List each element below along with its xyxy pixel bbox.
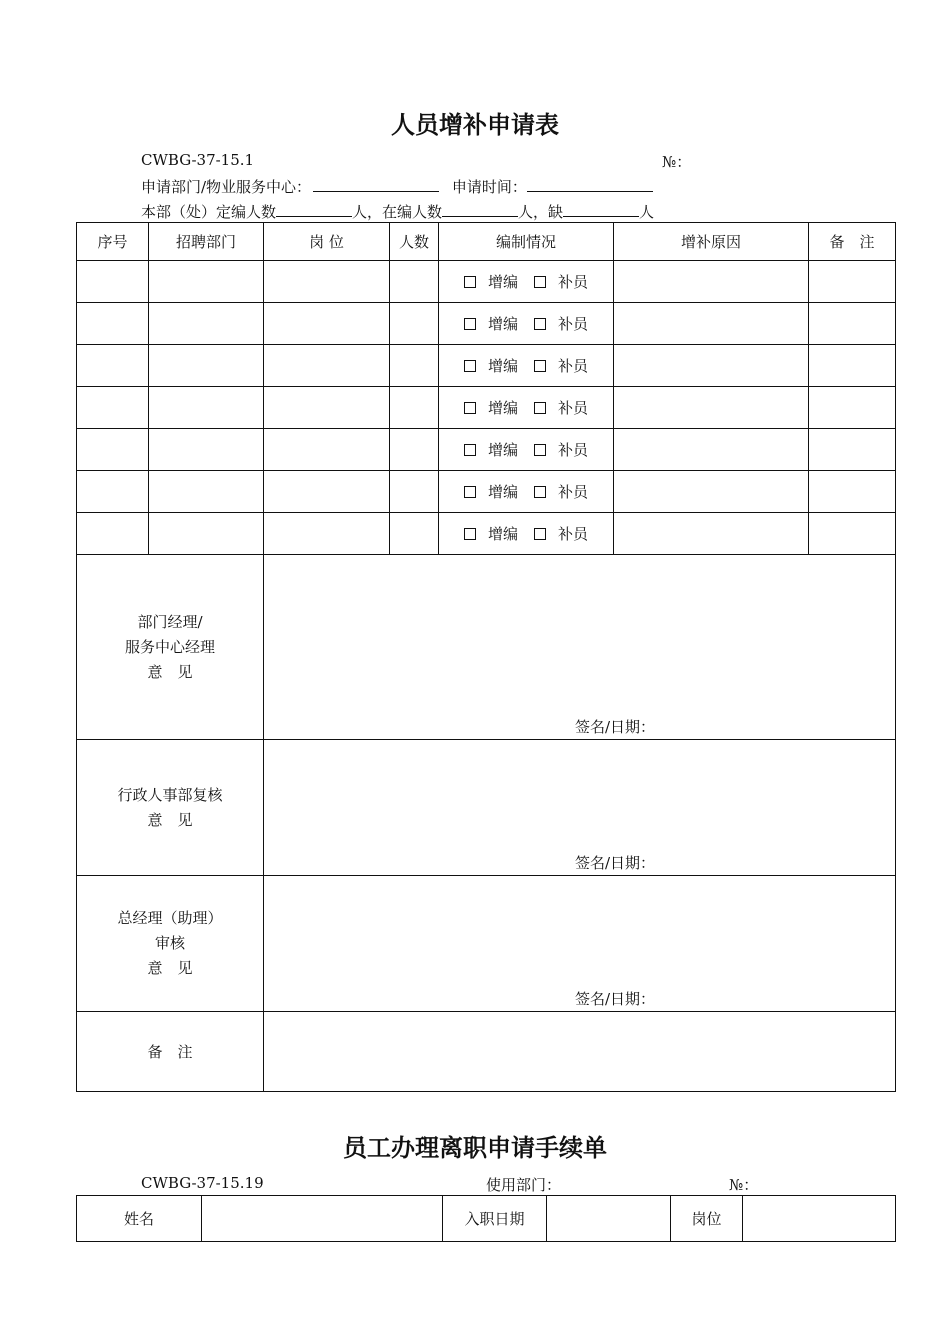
option-replace[interactable] [534,481,588,502]
option-add-label: 增编 [487,273,518,291]
checkbox-replace[interactable] [534,318,546,330]
option-replace-label: 补员 [558,441,589,459]
form1-title: 人员增补申请表 [391,111,559,139]
cell-staffing [439,387,614,429]
form1-dept-line [141,176,653,197]
quota-unit-2: 人，缺 [518,203,564,221]
approval-label-hr [77,740,264,876]
option-add-label: 增编 [487,357,518,375]
name-field[interactable] [202,1196,443,1242]
cell-remark[interactable] [809,345,896,387]
cell-count[interactable] [390,345,439,387]
form2-code: CWBG-37-15.19 [141,1174,264,1192]
col-header-remark: 备 注 [809,223,896,261]
request-row [77,471,896,513]
checkbox-add[interactable] [464,444,476,456]
checkbox-replace[interactable] [534,486,546,498]
approval-label-line: 服务中心经理 [124,637,215,656]
time-blank[interactable] [527,177,653,192]
quota-unit-1: 人，在编人数 [352,203,443,221]
col-header-staffing: 编制情况 [439,223,614,261]
cell-index[interactable] [77,513,149,555]
cell-index[interactable] [77,471,149,513]
position-field[interactable] [743,1196,896,1242]
quota-blank-2[interactable] [442,202,518,217]
cell-reason[interactable] [614,429,809,471]
cell-remark[interactable] [809,303,896,345]
option-add[interactable] [464,271,518,292]
form2-title: 员工办理离职申请手续单 [343,1134,607,1162]
form1-no-label: №： [662,153,692,171]
cell-staffing [439,261,614,303]
form2-table [76,1195,896,1242]
cell-staffing [439,429,614,471]
cell-position[interactable] [264,261,390,303]
option-replace[interactable] [534,439,588,460]
hire-date-label: 入职日期 [443,1196,547,1242]
cell-dept[interactable] [149,513,264,555]
cell-dept[interactable] [149,303,264,345]
cell-index[interactable] [77,429,149,471]
col-header-reason: 增补原因 [614,223,809,261]
option-replace[interactable] [534,523,588,544]
cell-position[interactable] [264,387,390,429]
form2-info-row [77,1196,896,1242]
approval-label-gm [77,876,264,1012]
checkbox-replace[interactable] [534,402,546,414]
cell-dept[interactable] [149,261,264,303]
cell-dept[interactable] [149,471,264,513]
approval-label-line: 意 见 [147,959,193,977]
approval-opinion-dept-manager[interactable] [264,555,896,740]
option-add[interactable] [464,397,518,418]
approval-row-dept-manager [77,555,896,740]
approval-row-gm [77,876,896,1012]
cell-position[interactable] [264,513,390,555]
cell-dept[interactable] [149,345,264,387]
option-add-label: 增编 [487,315,518,333]
cell-remark[interactable] [809,261,896,303]
quota-blank-1[interactable] [276,202,352,217]
option-replace-label: 补员 [558,399,589,417]
cell-staffing [439,513,614,555]
remark-row [77,1012,896,1092]
option-add[interactable] [464,481,518,502]
option-add-label: 增编 [487,399,518,417]
cell-staffing [439,303,614,345]
signature-date-label: 签名/日期： [575,990,656,1008]
checkbox-replace[interactable] [534,528,546,540]
col-header-position: 岗 位 [264,223,390,261]
approval-opinion-gm[interactable] [264,876,896,1012]
option-replace-label: 补员 [558,315,589,333]
request-row [77,387,896,429]
cell-count[interactable] [390,471,439,513]
option-add[interactable] [464,439,518,460]
checkbox-add[interactable] [464,360,476,372]
col-header-index: 序号 [77,223,149,261]
option-add[interactable] [464,313,518,334]
hire-date-field[interactable] [547,1196,671,1242]
cell-count[interactable] [390,387,439,429]
cell-index[interactable] [77,303,149,345]
option-add[interactable] [464,355,518,376]
option-replace-label: 补员 [558,483,589,501]
option-replace-label: 补员 [558,357,589,375]
form1-table [76,222,896,1092]
quota-blank-3[interactable] [563,202,639,217]
cell-reason[interactable] [614,303,809,345]
cell-index[interactable] [77,387,149,429]
request-rows [77,261,896,555]
checkbox-add[interactable] [464,276,476,288]
cell-count[interactable] [390,261,439,303]
cell-reason[interactable] [614,261,809,303]
dept-blank[interactable] [313,177,439,192]
checkbox-add[interactable] [464,528,476,540]
checkbox-replace[interactable] [534,360,546,372]
time-label: 申请时间： [451,178,527,196]
approval-label-line: 部门经理/ [137,612,203,631]
option-replace-label: 补员 [558,273,589,291]
checkbox-add[interactable] [464,486,476,498]
cell-dept[interactable] [149,387,264,429]
approval-label-line: 审核 [154,934,185,952]
request-row [77,261,896,303]
option-add[interactable] [464,523,518,544]
col-header-count: 人数 [390,223,439,261]
cell-position[interactable] [264,429,390,471]
option-add-label: 增编 [487,525,518,543]
quota-unit-3: 人 [639,203,655,221]
option-replace[interactable] [534,271,588,292]
position-label: 岗位 [671,1196,743,1242]
header-row [77,223,896,261]
approval-label-line: 意 见 [147,810,193,829]
remark-field[interactable] [264,1012,896,1092]
cell-index[interactable] [77,345,149,387]
cell-remark[interactable] [809,429,896,471]
signature-date-label: 签名/日期： [575,718,656,736]
request-row [77,429,896,471]
option-replace[interactable] [534,355,588,376]
cell-index[interactable] [77,261,149,303]
cell-reason[interactable] [614,387,809,429]
cell-staffing [439,471,614,513]
cell-count[interactable] [390,429,439,471]
cell-count[interactable] [390,513,439,555]
checkbox-add[interactable] [464,318,476,330]
approval-label-line: 行政人事部复核 [117,785,223,804]
cell-dept[interactable] [149,429,264,471]
remark-label: 备 注 [77,1012,264,1092]
approval-label-line: 总经理（助理） [117,909,223,927]
cell-remark[interactable] [809,387,896,429]
option-replace-label: 补员 [558,525,589,543]
cell-position[interactable] [264,345,390,387]
checkbox-add[interactable] [464,402,476,414]
name-label: 姓名 [77,1196,202,1242]
approval-label-line: 意 见 [147,662,193,681]
cell-reason[interactable] [614,345,809,387]
form1-quota-line [141,201,654,222]
cell-remark[interactable] [809,513,896,555]
request-row [77,303,896,345]
checkbox-replace[interactable] [534,276,546,288]
dept-label: 申请部门/物业服务中心： [141,178,312,196]
form1-code: CWBG-37-15.1 [141,151,255,169]
cell-remark[interactable] [809,471,896,513]
cell-position[interactable] [264,303,390,345]
cell-count[interactable] [390,303,439,345]
form2-dept-label: 使用部门： [486,1176,562,1194]
approval-opinion-hr[interactable] [264,740,896,876]
option-add-label: 增编 [487,441,518,459]
approval-label-dept-manager [77,555,264,740]
option-replace[interactable] [534,397,588,418]
option-replace[interactable] [534,313,588,334]
cell-reason[interactable] [614,471,809,513]
col-header-dept: 招聘部门 [149,223,264,261]
cell-position[interactable] [264,471,390,513]
approval-row-hr [77,740,896,876]
cell-reason[interactable] [614,513,809,555]
option-add-label: 增编 [487,483,518,501]
quota-prefix: 本部（处）定编人数 [141,203,277,221]
form2-no-label: №： [729,1176,759,1194]
cell-staffing [439,345,614,387]
request-row [77,345,896,387]
checkbox-replace[interactable] [534,444,546,456]
signature-date-label: 签名/日期： [575,854,656,872]
request-row [77,513,896,555]
